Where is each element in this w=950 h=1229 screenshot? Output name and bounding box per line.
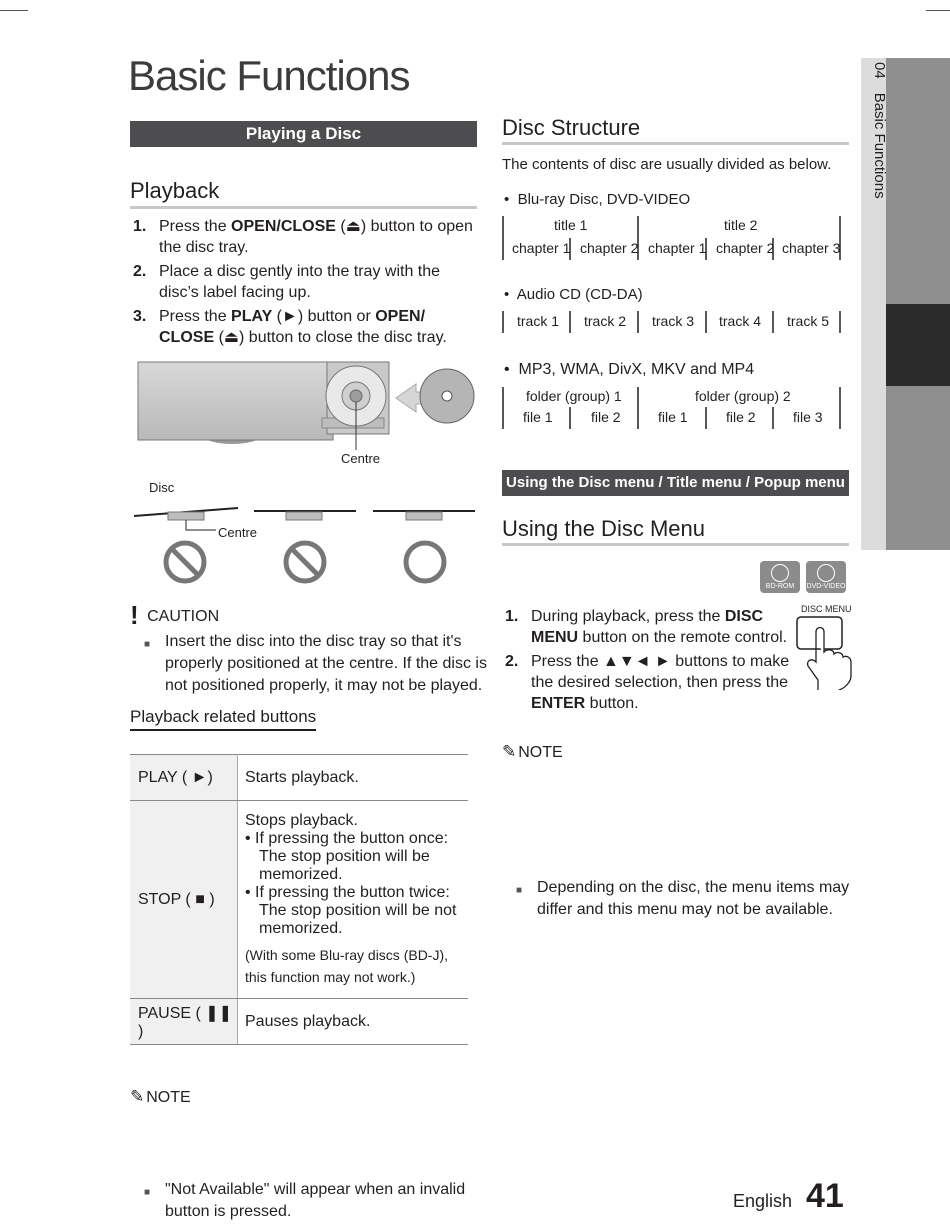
structure-group-label: • MP3, WMA, DivX, MKV and MP4 xyxy=(504,361,755,378)
hand-pressing-button-icon xyxy=(794,614,852,690)
disc-structure-intro: The contents of disc are usually divided as below. xyxy=(502,156,832,173)
note-item-right: ■ Depending on the disc, the menu items may differ and this menu may not be available. xyxy=(516,879,850,918)
crop-mark xyxy=(926,10,950,11)
bullet-square-icon: ■ xyxy=(516,885,523,896)
playback-step: 3. Press the PLAY (►) button or OPEN/ CLOSE (⏏) button to close the disc tray. xyxy=(133,308,447,346)
pencil-icon: ✎ xyxy=(502,742,517,761)
playback-step: 2. Place a disc gently into the tray with the disc’s label facing up. xyxy=(133,263,441,301)
disc-menu-step: 2. Press the ▲▼◄ ► buttons to make the desired selection, then press the ENTER button. xyxy=(505,653,790,712)
page-title: Basic Functions xyxy=(128,52,410,99)
structure-group-label: • Blu-ray Disc, DVD-VIDEO xyxy=(504,191,691,208)
playback-buttons-table xyxy=(130,754,468,1045)
bd-rom-icon: BD-ROM xyxy=(760,561,800,593)
side-tab-text: Basic Functions xyxy=(871,92,888,199)
side-tab-label xyxy=(862,62,888,199)
table-key: STOP ( ■ ) xyxy=(130,801,238,999)
section-bar-disc-menu: Using the Disc menu / Title menu / Popup menu xyxy=(502,470,849,496)
ok-circle-icon xyxy=(406,543,444,581)
disc-menu-button-caption: DISC MENU xyxy=(801,604,852,614)
dvd-video-icon: DVD-VIDEO xyxy=(806,561,846,593)
side-tab-marker xyxy=(886,304,950,386)
note-item-left: ■ "Not Available" will appear when an invalid button is pressed. xyxy=(144,1181,466,1220)
note-title-left: ✎ NOTE xyxy=(130,1087,191,1106)
section-bar-playing-disc: Playing a Disc xyxy=(130,121,477,147)
no-icon xyxy=(166,543,204,581)
playback-steps xyxy=(130,216,475,351)
table-value: Pauses playback. xyxy=(238,999,469,1045)
table-key: PAUSE ( ❚❚ ) xyxy=(130,999,238,1045)
note-title-right: ✎ NOTE xyxy=(502,742,563,761)
table-row xyxy=(130,755,468,801)
side-tab-number: 04 xyxy=(871,62,888,79)
centre-label-side: Centre xyxy=(218,525,258,540)
page-number: 41 xyxy=(806,1177,844,1215)
disc-label: Disc xyxy=(149,480,175,495)
table-row xyxy=(130,801,468,999)
centre-label-top: Centre xyxy=(341,451,381,466)
table-row xyxy=(130,999,468,1045)
playback-buttons-heading: Playback related buttons xyxy=(130,707,316,731)
disc-menu-heading: Using the Disc Menu xyxy=(502,516,849,546)
playback-step: 1. Press the OPEN/CLOSE (⏏) button to open the disc tray. xyxy=(133,218,473,256)
disc-menu-steps xyxy=(502,606,797,717)
table-value: Starts playback. xyxy=(238,755,469,801)
disc-placement-figure xyxy=(130,500,480,590)
disc-menu-step: 1. During playback, press the DISC MENU button on the remote control. xyxy=(505,608,788,646)
caution-title: ! CAUTION xyxy=(130,600,220,630)
crop-mark xyxy=(0,10,28,11)
no-icon xyxy=(286,543,324,581)
playback-heading: Playback xyxy=(130,178,477,209)
caution-item: ■ Insert the disc into the disc tray so that it's properly positioned at the centre. If the disc is not positioned properly, it may not be played. xyxy=(144,633,487,694)
structure-group-label: • Audio CD (CD-DA) xyxy=(504,286,643,303)
table-value: Stops playback. • If pressing the button once: The stop position will be memorized. • If pressing the button twice: The stop position will be not memorized. (With some Blu-ray discs (BD-J), this function may not work.) xyxy=(238,801,469,999)
disc-structure-heading: Disc Structure xyxy=(502,115,849,145)
table-key: PLAY ( ►) xyxy=(130,755,238,801)
player-illustration xyxy=(132,358,477,470)
pencil-icon: ✎ xyxy=(130,1087,145,1106)
bullet-square-icon: ■ xyxy=(144,1187,151,1198)
footer-language: English xyxy=(733,1191,793,1211)
bullet-square-icon: ■ xyxy=(144,639,151,650)
exclamation-icon: ! xyxy=(130,600,139,630)
